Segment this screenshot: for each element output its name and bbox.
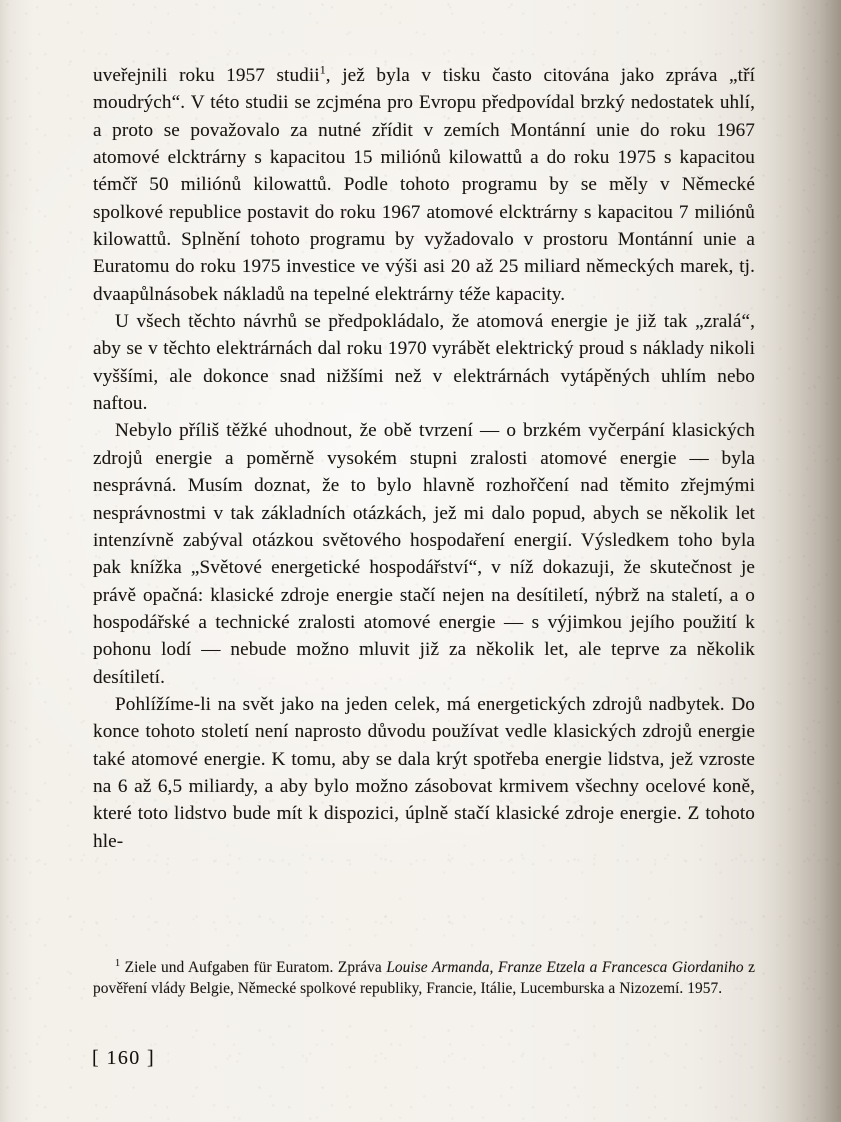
footnote-segment-2: z pověření vlády Belgie, Německé spolkové republiky, Francie, Itálie, Lucemburska a Nizozemí. 1957. — [93, 959, 755, 998]
footnote-reference-marker[interactable]: 1 — [319, 62, 326, 77]
paragraph-4: Pohlížíme-li na svět jako na jeden celek, má energetických zdrojů nadbytek. Do konce tohoto století není naprosto důvodu používat vedle klasických zdrojů energie také atomové energie. K tomu, aby se dala krýt spotřeba energie lidstva, jež vzroste na 6 až 6,5 miliardy, a aby bylo možno zásobovat krmivem všechny ocelové koně, které toto lidstvo bude mít k dispozici, úplně stačí klasické zdroje energie. Z tohoto hle- — [93, 693, 755, 852]
footnote-number: 1 — [115, 957, 121, 969]
page-edge-shadow — [755, 0, 841, 1122]
body-paragraphs — [93, 62, 755, 855]
paragraph-1-text-after-footnote: , jež byla v tisku často citována jako zpráva „tří moudrých“. V této studii se zcjména pro Evropu předpovídal brzký nedostatek uhlí, a proto se považovalo za nutné zřídit v zemích Montánní unie do roku 1967 atomové elcktrárny s kapacitou 15 miliónů kilowattů a do roku 1975 s kapacitou témčř 50 miliónů kilowattů. Podle tohoto programu by se měly v Německé spolkové republice postavit do roku 1967 atomové elcktrárny s kapacitou 7 miliónů kilowattů. Splnění tohoto programu by vyžadovalo v prostoru Montánní unie a Euratomu do roku 1975 investice ve výši asi 20 až 25 miliard německých marek, tj. dvaapůlnásobek nákladů na tepelné elektrárny téže kapacity. — [93, 65, 755, 305]
paragraph-1-text-before-footnote: uveřejnili roku 1957 studii — [93, 65, 320, 86]
footnote-segment-1: Ziele und Aufgaben für Euratom. Zpráva — [120, 959, 387, 976]
page-body-text — [93, 62, 755, 855]
page-number: [ 160 ] — [92, 1047, 156, 1069]
paragraph-1 — [93, 62, 755, 308]
footnote-block — [93, 957, 755, 1000]
paragraph-3: Nebylo příliš těžké uhodnout, že obě tvrzení — o brzkém vyčerpání klasických zdrojů energie a poměrně vysokém stupni zralosti atomové energie — byla nesprávná. Musím doznat, že to bylo hlavně rozhořčení nad těmito zřejmými nesprávnostmi v tak základních otázkách, jež mi dalo popud, abych se několik let intenzívně zabýval otázkou světového hospodaření energií. Výsledkem toho byla pak knížka „Světové energetické hospodářství“, v níž dokazuji, že skutečnost je právě opačná: klasické zdroje energie stačí nejen na desítiletí, nýbrž na staletí, a o hospodářské a technické zralosti atomové energie — s výjimkou jejího použití k pohonu lodí — nebude možno mluvit již za několik let, ale teprve za několik desítiletí. — [93, 420, 755, 688]
footnote-italic-names: Louise Armanda, Franze Etzela a Francesca Giordaniho — [386, 959, 744, 976]
paragraph-2: U všech těchto návrhů se předpokládalo, že atomová energie je již tak „zralá“, aby se v těchto elektrárnách dal roku 1970 vyrábět elektrický proud s náklady nikoli vyššími, ale dokonce snad nižšími než v elektrárnách vytápěných uhlím nebo naftou. — [93, 311, 755, 415]
footnote-1 — [93, 957, 755, 1000]
